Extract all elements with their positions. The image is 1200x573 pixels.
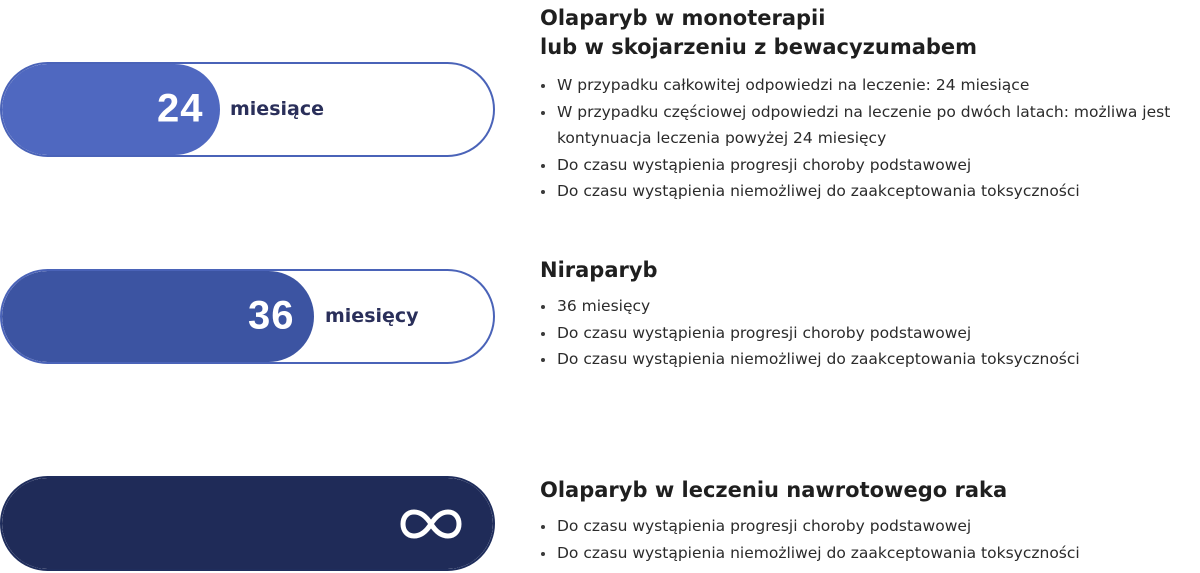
- section-title-line1: Olaparyb w monoterapii: [540, 6, 826, 30]
- list-item: W przypadku częściowej odpowiedzi na leczenie po dwóch latach: możliwa jest kontynuacja leczenia powyżej 24 miesięcy: [540, 99, 1195, 152]
- bullet-list: [540, 72, 1195, 205]
- duration-pill-24: [0, 62, 495, 157]
- duration-value: 36: [248, 293, 295, 338]
- duration-unit: miesiące: [230, 97, 324, 120]
- section-olaparyb-nawrotowy: [540, 476, 1195, 566]
- duration-unit: miesięcy: [325, 304, 419, 327]
- list-item: 36 miesięcy: [540, 293, 1195, 320]
- section-title: [540, 4, 1195, 62]
- duration-value: 24: [157, 86, 204, 131]
- duration-pill-36: [0, 269, 495, 364]
- section-title: Niraparyb: [540, 258, 658, 282]
- section-title-line2: lub w skojarzeniu z bewacyzumabem: [540, 35, 978, 59]
- list-item: Do czasu wystąpienia niemożliwej do zaakceptowania toksyczności: [540, 540, 1195, 567]
- section-olaparyb-monoterapia: [540, 4, 1195, 205]
- list-item: Do czasu wystąpienia progresji choroby podstawowej: [540, 152, 1195, 179]
- duration-pill-infinite: [0, 476, 495, 571]
- list-item: Do czasu wystąpienia niemożliwej do zaakceptowania toksyczności: [540, 178, 1195, 205]
- list-item: Do czasu wystąpienia progresji choroby podstawowej: [540, 513, 1195, 540]
- section-title: Olaparyb w leczeniu nawrotowego raka: [540, 478, 1008, 502]
- list-item: Do czasu wystąpienia niemożliwej do zaakceptowania toksyczności: [540, 346, 1195, 373]
- bullet-list: [540, 513, 1195, 566]
- list-item: W przypadku całkowitej odpowiedzi na leczenie: 24 miesiące: [540, 72, 1195, 99]
- list-item: Do czasu wystąpienia progresji choroby podstawowej: [540, 320, 1195, 347]
- bullet-list: [540, 293, 1195, 373]
- infinity-icon: [400, 508, 462, 540]
- section-niraparyb: [540, 256, 1195, 373]
